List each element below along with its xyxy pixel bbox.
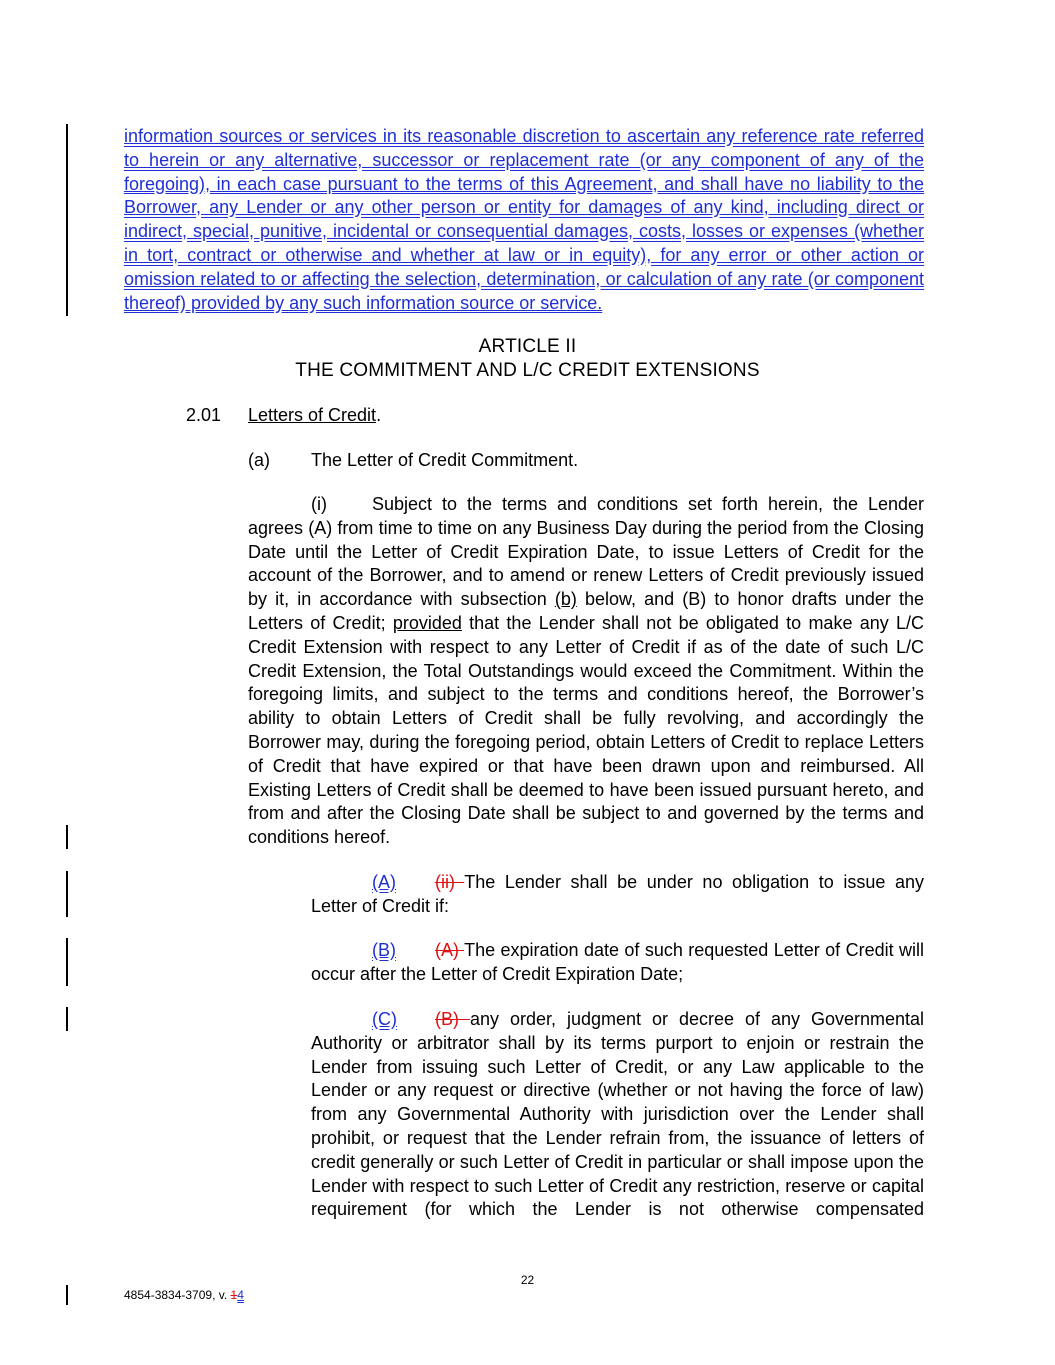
- clause-C-paragraph: [311, 1008, 924, 1222]
- page-number: 22: [520, 1273, 535, 1287]
- clause-i-text-1: Subject to the terms and conditions set forth herein, the Lender agrees (A) from time to time on any Business Day during the period from the Closing Date until the Letter of Credit Expiration Date, to issue Letters of Credit for the account of the Borrower, and to amend or renew Letters of Credit previously issued by it, in accordance with subsection: [248, 494, 924, 610]
- clause-A-deleted-label: (ii): [435, 872, 465, 892]
- clause-i-text-3: that the Lender shall not be obligated to make any L/C Credit Extension with respect to any Letter of Credit if as of the date of such L/C Credit Extension, the Total Outstandings would exceed the Commitment. Within the foregoing limits, and subject to the terms and conditions hereof, the Borrower’s ability to obtain Letters of Credit shall be fully revolving, and accordingly the Borrower may, during the foregoing period, obtain Letters of Credit to replace Letters of Credit that have expired or that have been drawn upon and reimbursed. All Existing Letters of Credit shall be deemed to have been issued pursuant hereto, and from and after the Closing Date shall be subject to and governed by the terms and conditions hereof.: [248, 612, 925, 848]
- change-bar-clause-a: [66, 871, 68, 917]
- change-bar-footer: [66, 1285, 68, 1305]
- section-title-punct: .: [376, 405, 382, 425]
- clause-B-paragraph: [311, 939, 924, 987]
- version-deleted: 1: [230, 1288, 238, 1302]
- article-number: ARTICLE II: [478, 336, 577, 357]
- clause-i-provided: provided: [392, 612, 462, 633]
- clause-B-deleted-label: (A): [435, 940, 465, 960]
- change-bar-clause-b: [66, 938, 68, 986]
- subsection-a-text: The Letter of Credit Commitment.: [311, 450, 579, 470]
- section-number: 2.01: [186, 405, 222, 425]
- change-bar-clause-i: [66, 825, 68, 849]
- intro-paragraph: [124, 125, 924, 315]
- change-bar-clause-c: [66, 1007, 68, 1031]
- section-title: Letters of Credit: [248, 405, 377, 425]
- clause-i-text-2: below, and (B) to honor drafts under the Letters of Credit;: [248, 589, 924, 633]
- subsection-a-label: (a): [248, 450, 270, 470]
- clause-B-text: The expiration date of such requested Letter of Credit will occur after the Letter of Credit Expiration Date;: [311, 940, 924, 984]
- intro-paragraph-text: information sources or services in its reasonable discretion to ascertain any reference rate referred to herein or any alternative, successor or replacement rate (or any component of any of the foregoing), in each case pursuant to the terms of this Agreement, and shall have no liability to the Borrower, any Lender or any other person or entity for damages of any kind, including direct or indirect, special, punitive, incidental or consequential damages, costs, losses or expenses (whether in tort, contract or otherwise and whether at law or in equity), for any error or other action or omission related to or affecting the selection, determination, or calculation of any rate (or component thereof) provided by any such information source or service.: [124, 126, 924, 313]
- clause-A-inserted-label: (A): [372, 872, 396, 892]
- version-inserted: 4: [237, 1288, 244, 1302]
- clause-A-paragraph: [311, 871, 924, 919]
- clause-C-inserted-label: (C): [372, 1009, 397, 1029]
- clause-i-ref-b: (b): [554, 589, 577, 610]
- change-bar-intro: [66, 124, 68, 316]
- clause-C-text: any order, judgment or decree of any Governmental Authority or arbitrator shall by its terms purport to enjoin or restrain the Lender from issuing such Letter of Credit, or any Law applicable to the Lender or any request or directive (whether or not having the force of law) from any Governmental Authority with jurisdiction over the Lender shall prohibit, or request that the Lender refrain from, the issuance of letters of credit generally or such Letter of Credit in particular or shall impose upon the Lender with respect to such Letter of Credit any restriction, reserve or capital requirement (for which the Lender is not otherwise compensated: [311, 1009, 924, 1220]
- article-title: THE COMMITMENT AND L/C CREDIT EXTENSIONS: [295, 360, 760, 381]
- clause-B-inserted-label: (B): [372, 940, 396, 960]
- section-heading: [248, 405, 381, 426]
- clause-i-paragraph: [248, 493, 924, 850]
- document-id-prefix: 4854-3834-3709, v.: [124, 1288, 231, 1302]
- clause-C-deleted-label: (B): [435, 1009, 470, 1029]
- clause-i-label: (i): [311, 494, 327, 514]
- clause-A-text: The Lender shall be under no obligation to issue any Letter of Credit if:: [311, 872, 924, 916]
- document-id: [124, 1288, 244, 1302]
